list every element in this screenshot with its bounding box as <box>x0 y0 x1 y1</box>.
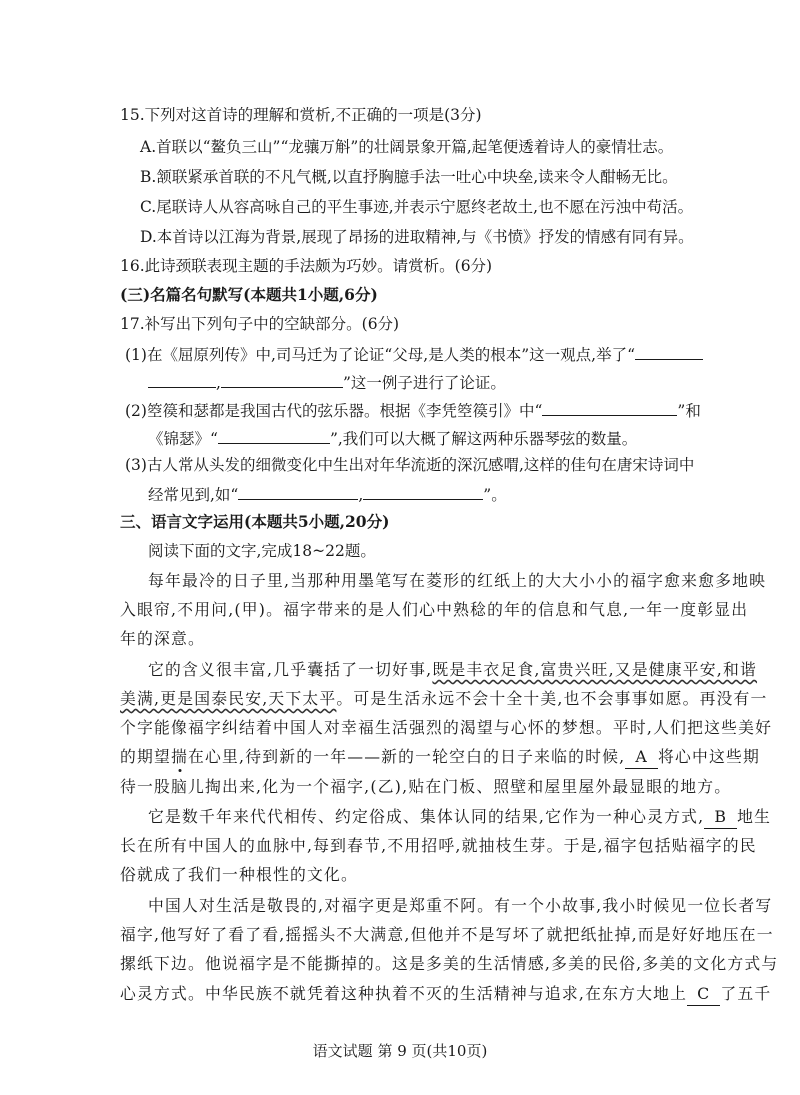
q17-blank-4[interactable] <box>542 398 677 416</box>
passage-p3-line1-a: 它是数千年来代代相传、约定俗成、集体认同的结果,它作为一种心灵方式, <box>148 807 705 826</box>
passage-dotted-char: 揣 <box>171 747 188 766</box>
q17-blank-3[interactable] <box>221 370 343 388</box>
passage-p2-line5: 待一股脑儿掏出来,化为一个福字,(乙),贴在门板、照壁和屋里屋外最显眼的地方。 <box>120 777 732 796</box>
passage-wavy-underline-2: 美满,更是国泰民安,天下太平 <box>120 689 337 708</box>
q17-item2-text-a: (2)箜篌和瑟都是我国古代的弦乐器。根据《李凭箜篌引》中“ <box>125 402 543 420</box>
q15-stem: 15.下列对这首诗的理解和赏析,不正确的一项是(3分) <box>120 106 482 124</box>
q17-item1-text: (1)在《屈原列传》中,司马迁为了论证“父母,是人类的根本”这一观点,举了“ <box>125 346 636 364</box>
passage-p3-line3: 俗就成了我们一种根性的文化。 <box>120 865 358 884</box>
passage-p2-line1 <box>148 659 757 681</box>
passage-p2-line3: 个字能像福字纠结着中国人对幸福生活强烈的渴望与心怀的梦想。平时,人们把这些美好 <box>120 718 773 737</box>
passage-p4-line4 <box>120 983 771 1006</box>
passage-p2-line4 <box>120 746 760 769</box>
passage-p2-line4-c: 将心中这些期 <box>657 747 760 766</box>
passage-p4-line4-b: 了五千 <box>720 984 772 1003</box>
q17-item2-line1 <box>125 398 701 422</box>
passage-p1-line3: 年的深意。 <box>120 629 205 648</box>
section-3-heading: (三)名篇名句默写(本题共1小题,6分) <box>120 285 378 304</box>
q17-item3-text-a: 经常见到,如“ <box>148 486 239 504</box>
q17-blank-6[interactable] <box>238 482 358 500</box>
q17-item3-comma: , <box>358 486 364 504</box>
q17-blank-5[interactable] <box>218 426 330 444</box>
passage-p1-line1: 每年最冷的日子里,当那种用墨笔写在菱形的红纸上的大大小小的福字愈来愈多地映 <box>148 571 767 590</box>
page-footer: 语文试题 第 9 页(共10页) <box>312 1042 488 1060</box>
q17-blank-1[interactable] <box>635 342 703 360</box>
passage-p3-line1-b: 地生 <box>737 807 772 826</box>
passage-blank-b: B <box>704 806 737 829</box>
q17-item3-line1: (3)古人常从头发的细微变化中生出对年华流逝的深沉感喟,这样的佳句在唐宋诗词中 <box>125 456 695 474</box>
q17-stem: 17.补写出下列句子中的空缺部分。(6分) <box>120 315 400 333</box>
q17-item2-text-d: ”,我们可以大概了解这两种乐器琴弦的数量。 <box>329 430 638 448</box>
passage-p2-line4-a: 的期望 <box>120 747 171 766</box>
passage-p4-line3: 摞纸下边。他说福字是不能撕掉的。这是多美的生活情感,多美的民俗,多美的文化方式与 <box>120 954 779 973</box>
passage-p4-line4-a: 心灵方式。中华民族不就凭着这种执着不灭的生活精神与追求,在东方大地上 <box>120 984 688 1003</box>
q17-item1-line1 <box>125 342 703 366</box>
q17-item3-text-b: ”。 <box>483 486 507 504</box>
passage-p2-line1-plain: 它的含义很丰富,几乎囊括了一切好事, <box>148 660 433 679</box>
part-3-heading: 三、语言文字运用(本题共5小题,20分) <box>120 512 390 531</box>
q16-stem: 16.此诗颈联表现主题的手法颇为巧妙。请赏析。(6分) <box>120 257 493 275</box>
passage-p4-line2: 福字,他写好了看了看,摇摇头不大满意,但他并不是写坏了就把纸扯掉,而是好好地压在一 <box>120 925 774 944</box>
q15-option-a: A.首联以“鳌负三山”“龙骧万斛”的壮阔景象开篇,起笔便透着诗人的豪情壮志。 <box>140 138 674 156</box>
passage-p2-line2-plain: 。可是生活永远不会十全十美,也不会事事如愿。再没有一 <box>336 689 768 708</box>
passage-p2-line4-b: 在心里,待到新的一年——新的一轮空白的日子来临的时候, <box>188 747 626 766</box>
passage-p3-line2: 长在所有中国人的血脉中,每到春节,不用招呼,就抽枝生芽。于是,福字包括贴福字的民 <box>120 836 757 855</box>
q17-item1-tail: ”这一例子进行了论证。 <box>342 374 506 392</box>
q17-item2-text-b: ”和 <box>677 402 701 420</box>
passage-p2-line2 <box>120 688 768 710</box>
q17-item3-line2 <box>148 482 507 506</box>
q15-option-c: C.尾联诗人从容高咏自己的平生事迹,并表示宁愿终老故土,也不愿在污浊中苟活。 <box>140 198 694 216</box>
q15-option-d: D.本首诗以江海为背景,展现了昂扬的进取精神,与《书愤》抒发的情感有同有异。 <box>140 228 694 246</box>
part-3-intro: 阅读下面的文字,完成18~22题。 <box>148 542 376 560</box>
passage-p1-line2: 入眼帘,不用问,(甲)。福字带来的是人们心中熟稔的年的信息和气息,一年一度彰显出 <box>120 600 749 619</box>
q17-item1-line2 <box>148 370 506 394</box>
q17-blank-2[interactable] <box>148 370 216 388</box>
q15-option-b: B.颔联紧承首联的不凡气概,以直抒胸臆手法一吐心中块垒,读来令人酣畅无比。 <box>140 168 678 186</box>
q17-blank-7[interactable] <box>363 482 483 500</box>
passage-p4-line1: 中国人对生活是敬畏的,对福字更是郑重不阿。有一个小故事,我小时候见一位长者写 <box>148 896 773 915</box>
q17-item2-text-c: 《锦瑟》“ <box>148 430 218 448</box>
passage-wavy-underline-1: 既是丰衣足食,富贵兴旺,又是健康平安,和谐 <box>432 660 758 679</box>
q17-item2-line2 <box>148 426 637 450</box>
passage-p3-line1 <box>148 806 771 829</box>
passage-blank-c: C <box>687 983 720 1006</box>
passage-blank-a: A <box>625 746 658 769</box>
q17-item1-comma: , <box>216 374 221 392</box>
